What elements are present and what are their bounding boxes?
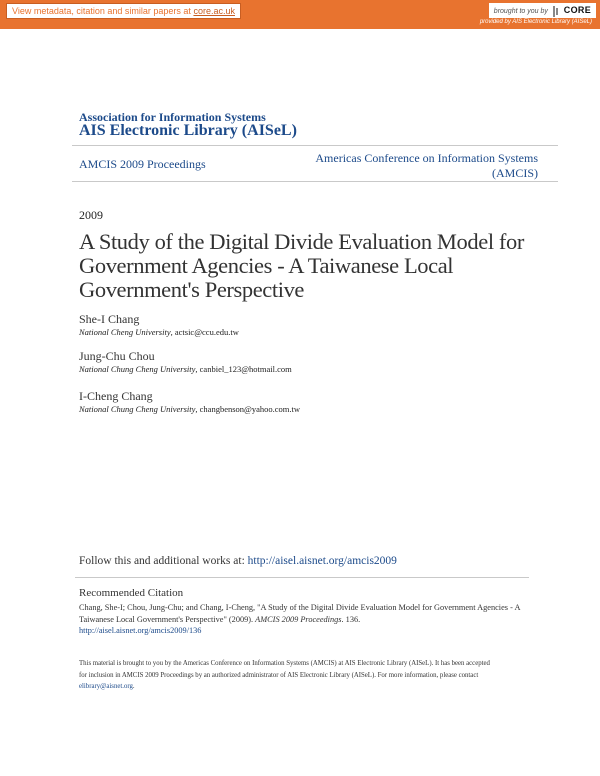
citation-url-link[interactable]: http://aisel.aisnet.org/amcis2009/136	[79, 626, 202, 635]
author-institution: National Cheng University	[79, 327, 171, 337]
citation-end: . 136.	[341, 614, 361, 624]
author-institution: National Chung Cheng University	[79, 404, 196, 414]
author-email: , changbenson@yahoo.com.tw	[195, 404, 301, 414]
library-name[interactable]: AIS Electronic Library (AISeL)	[79, 122, 297, 139]
conference-link[interactable]	[315, 151, 538, 181]
brought-to-you-text: brought to you by	[493, 8, 548, 15]
author-name: Jung-Chu Chou	[79, 349, 155, 363]
association-name: Association for Information Systems	[79, 110, 266, 124]
core-banner	[0, 0, 600, 29]
proceedings-divider	[72, 181, 558, 182]
core-brought-box[interactable]	[489, 3, 596, 18]
core-logo-icon	[552, 6, 560, 17]
author-name: I-Cheng Chang	[79, 389, 153, 403]
author-name: She-I Chang	[79, 312, 140, 326]
core-link-prefix: View metadata, citation and similar papers at	[12, 6, 194, 16]
conference-line-1: Americas Conference on Information Systems	[315, 151, 538, 165]
author-affiliation	[79, 363, 292, 375]
citation-venue: AMCIS 2009 Proceedings	[255, 614, 342, 624]
paper-title: A Study of the Digital Divide Evaluation Model for Government Agencies - A Taiwanese Local Government's Perspective	[79, 229, 524, 302]
footer-email-link[interactable]: elibrary@aisnet.org	[79, 683, 133, 690]
citation-divider	[75, 577, 529, 578]
footer-email-suffix: .	[132, 683, 135, 690]
author-email: , canbiel_123@hotmail.com	[195, 364, 292, 374]
follow-line	[79, 555, 397, 567]
author-affiliation	[79, 326, 239, 338]
publication-year: 2009	[79, 208, 103, 222]
footer-line-2: for inclusion in AMCIS 2009 Proceedings by an authorized administrator of AIS Electronic Library (AISeL). For more information, please contact	[79, 671, 479, 679]
core-logo-text: CORE	[563, 5, 591, 15]
recommended-citation-heading: Recommended Citation	[79, 587, 184, 599]
header-divider	[72, 145, 558, 146]
conference-line-2: (AMCIS)	[491, 166, 538, 180]
follow-text: Follow this and additional works at:	[79, 555, 248, 567]
citation-text	[79, 602, 529, 637]
author-2	[79, 349, 292, 375]
core-link[interactable]: core.ac.uk	[193, 6, 235, 16]
footer-line-1: This material is brought to you by the Americas Conference on Information Systems (AMCIS) at AIS Electronic Library (AISeL). It has been accepted	[79, 660, 490, 667]
proceedings-link[interactable]: AMCIS 2009 Proceedings	[79, 157, 206, 171]
provided-by-text: provided by AIS Electronic Library (AISeL)	[479, 19, 592, 25]
author-institution: National Chung Cheng University	[79, 364, 196, 374]
author-1	[79, 312, 239, 338]
follow-url-link[interactable]: http://aisel.aisnet.org/amcis2009	[247, 555, 397, 567]
citation-body: Chang, She-I; Chou, Jung-Chu; and Chang, I-Cheng, "A Study of the Digital Divide Evaluation Model for Government Agencies - A Taiwanese Local Government's Perspective" (2009).	[79, 603, 520, 624]
footer-notice	[79, 658, 529, 693]
author-affiliation	[79, 403, 300, 415]
author-email: , actsic@ccu.edu.tw	[170, 327, 239, 337]
core-metadata-link[interactable]	[6, 3, 241, 19]
author-3	[79, 389, 300, 415]
